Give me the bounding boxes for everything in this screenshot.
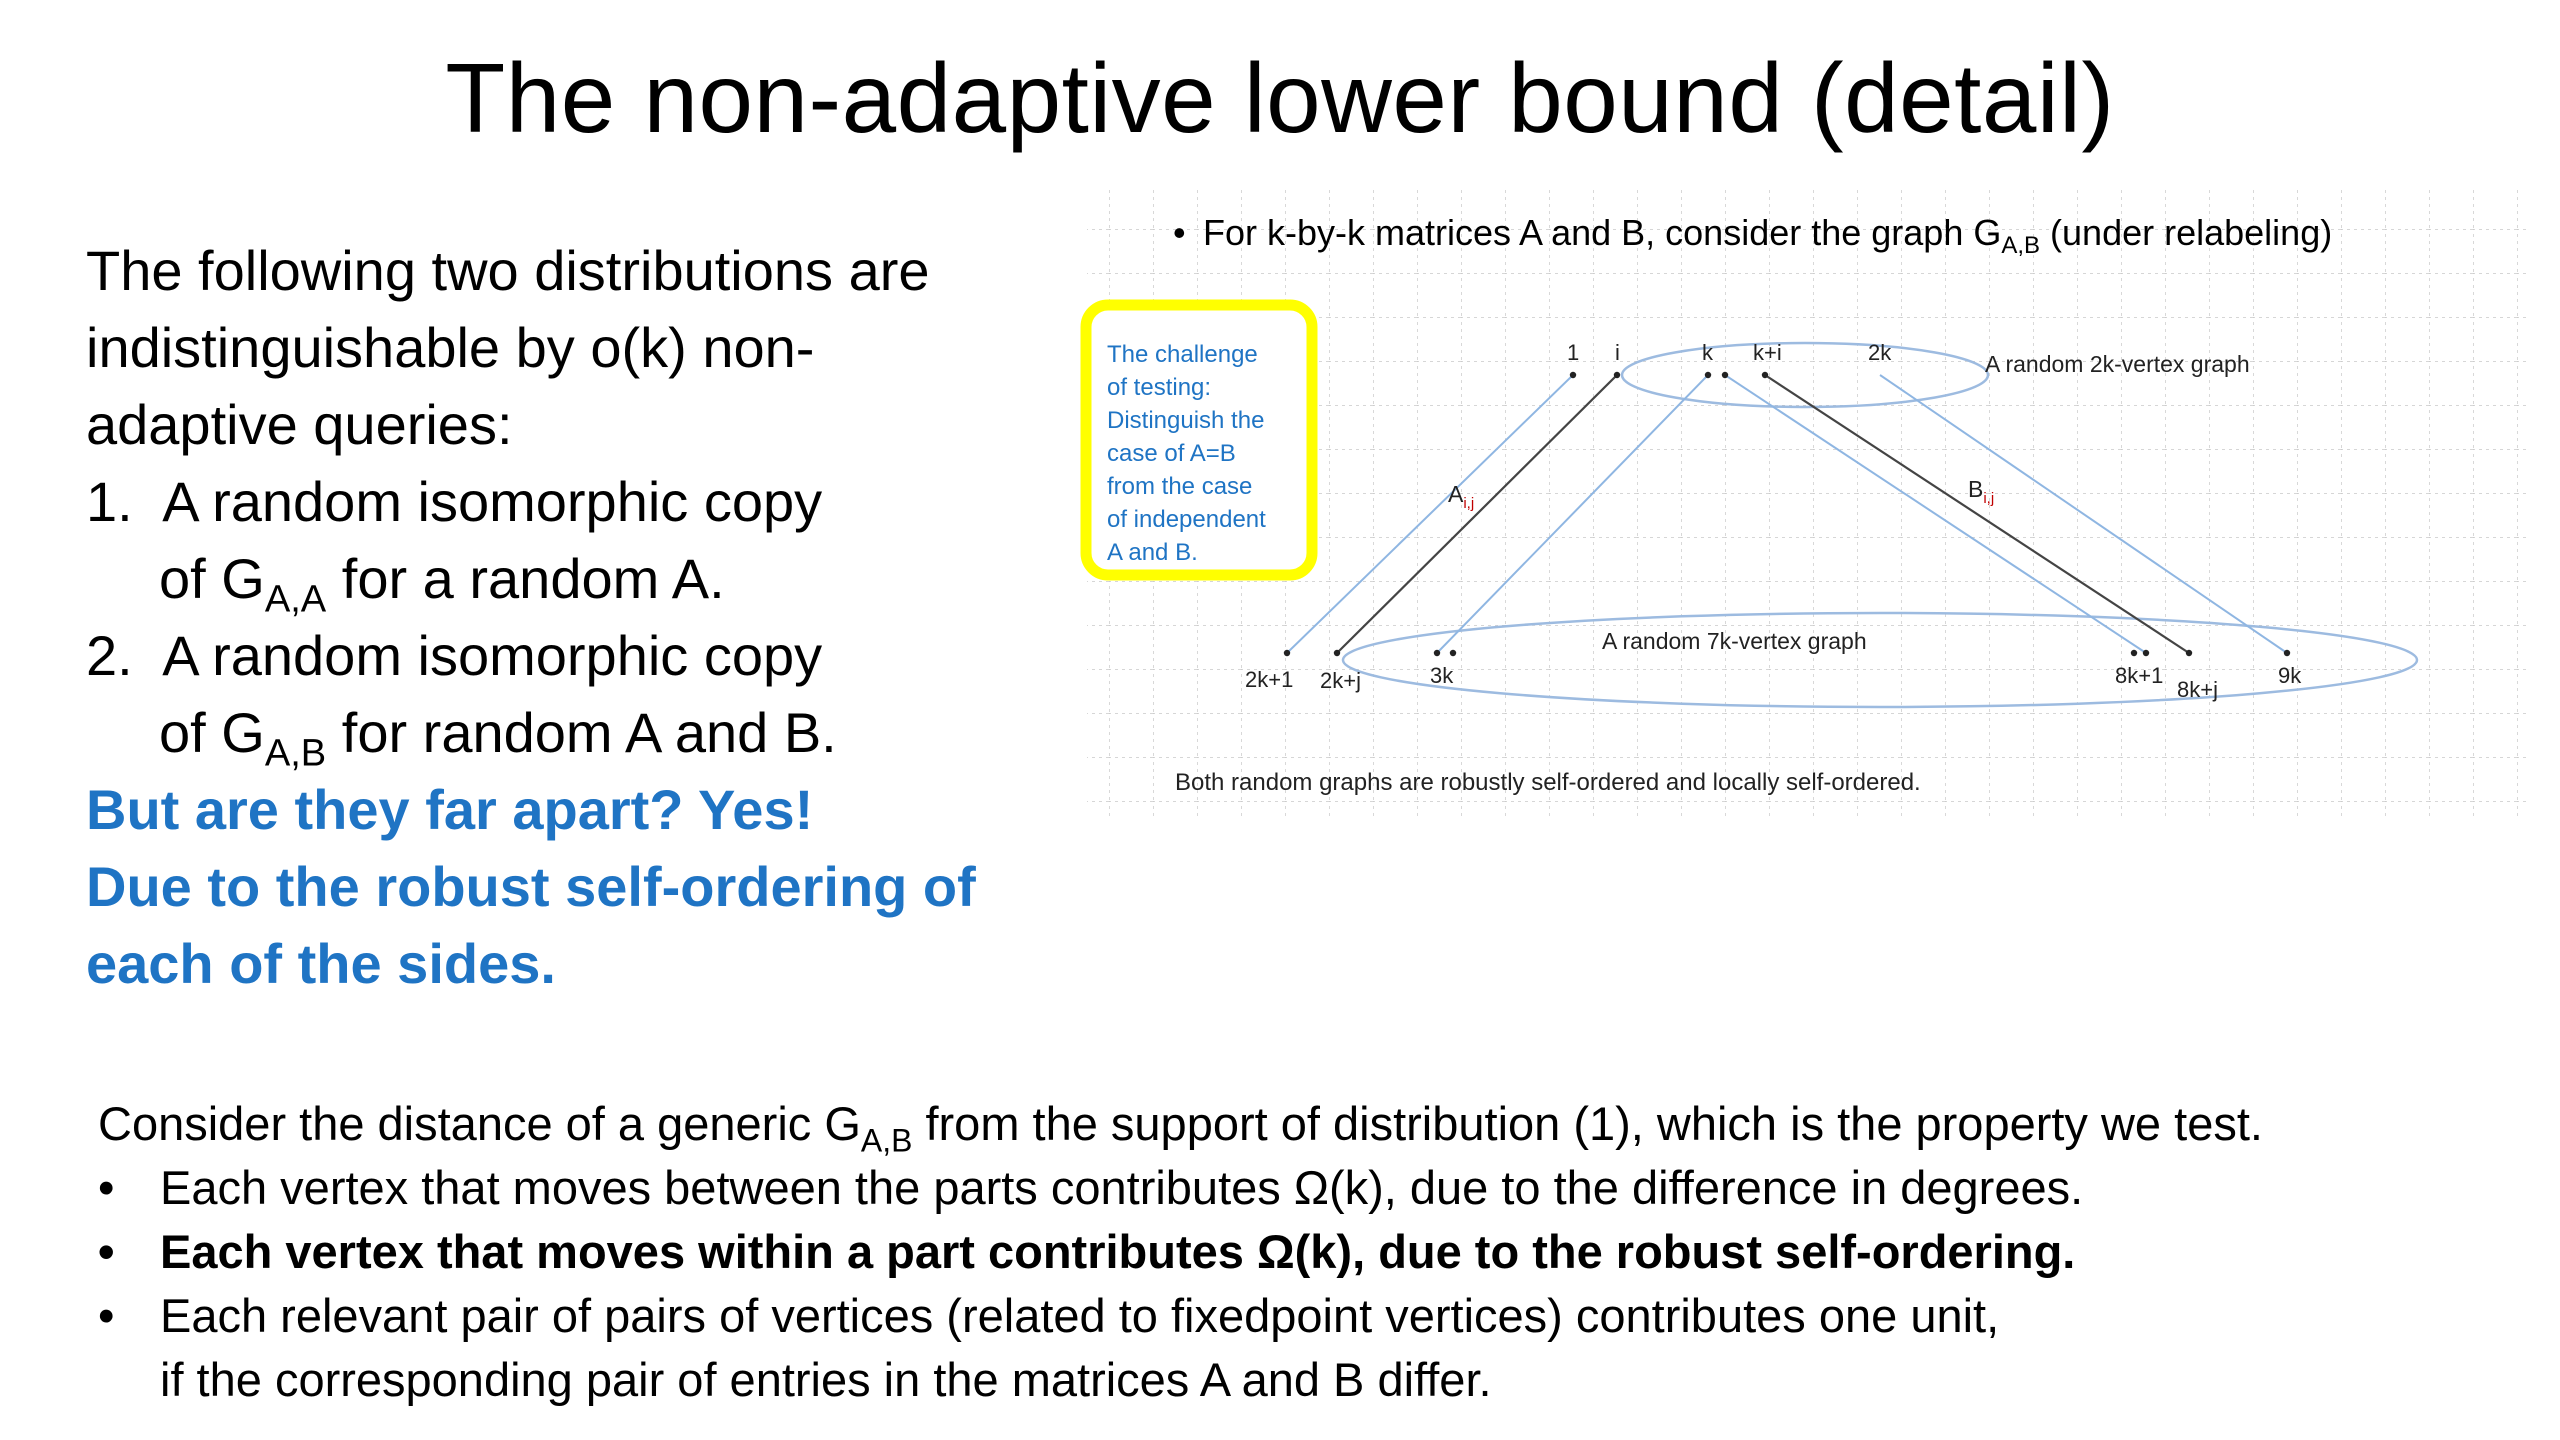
edge-a-subscript: i,j bbox=[1463, 495, 1475, 512]
list-item-2-of: of G bbox=[159, 701, 265, 764]
bottom-label-9k: 9k bbox=[2278, 663, 2302, 688]
bullet-2-text: Each vertex that moves within a part contributes Ω(k), due to the robust self-ordering. bbox=[160, 1225, 2076, 1278]
bottom-dot-2kj bbox=[1334, 650, 1340, 656]
diagram-footer: Both random graphs are robustly self-ordered and locally self-ordered. bbox=[1175, 769, 1921, 796]
list-item-2-number: 2. bbox=[86, 624, 133, 687]
top-label-2k: 2k bbox=[1868, 340, 1892, 365]
bottom-dot-9k bbox=[2284, 650, 2290, 656]
bullet-3-text-line-1: Each relevant pair of pairs of vertices (related to fixedpoint vertices) contributes one unit, bbox=[160, 1289, 2000, 1342]
list-item-1-subscript: A,A bbox=[264, 578, 327, 621]
list-item-1-of: of G bbox=[159, 547, 265, 610]
top-dot-k bbox=[1705, 372, 1711, 378]
header-subscript: A,B bbox=[2001, 232, 2041, 259]
bottom-bullet-3-cont bbox=[98, 1348, 2518, 1412]
left-text-block bbox=[86, 232, 1046, 1002]
header-text-main: For k-by-k matrices A and B, consider the graph G bbox=[1203, 212, 2002, 253]
list-item-2-cont bbox=[86, 694, 1046, 775]
list-item-2-text: A random isomorphic copy bbox=[162, 624, 823, 687]
bottom-intro-subscript: A,B bbox=[860, 1122, 913, 1159]
bottom-label-8kj: 8k+j bbox=[2177, 677, 2218, 702]
bottom-bullet-3 bbox=[98, 1284, 2518, 1348]
list-item-2 bbox=[86, 617, 1046, 694]
bottom-dot-2k1 bbox=[1284, 650, 1290, 656]
challenge-line-7: A and B. bbox=[1107, 539, 1198, 566]
bottom-label-8k1: 8k+1 bbox=[2115, 663, 2164, 688]
intro-line-3: adaptive queries: bbox=[86, 393, 513, 456]
bullet-1-dot: • bbox=[98, 1161, 115, 1214]
challenge-line-1: The challenge bbox=[1107, 341, 1258, 368]
top-label-i: i bbox=[1615, 340, 1620, 365]
list-item-1-text: A random isomorphic copy bbox=[162, 470, 823, 533]
list-item-1-number: 1. bbox=[86, 470, 133, 533]
bottom-label-2k1: 2k+1 bbox=[1245, 667, 1294, 692]
bullet-3-dot: • bbox=[98, 1289, 115, 1342]
answer-line-3: each of the sides. bbox=[86, 932, 556, 995]
top-dot-k1 bbox=[1722, 372, 1728, 378]
challenge-line-3: Distinguish the bbox=[1107, 407, 1265, 434]
challenge-line-2: of testing: bbox=[1107, 374, 1212, 401]
top-dot-i bbox=[1614, 372, 1620, 378]
challenge-line-6: of independent bbox=[1107, 506, 1266, 533]
bottom-text-block bbox=[98, 1092, 2518, 1412]
answer-line-2: Due to the robust self-ordering of bbox=[86, 855, 976, 918]
bottom-dot-3k-a bbox=[1434, 650, 1440, 656]
bottom-bullet-2 bbox=[98, 1220, 2518, 1284]
graph-diagram bbox=[1065, 185, 2530, 825]
answer-line-1: But are they far apart? Yes! bbox=[86, 778, 814, 841]
bottom-label-3k: 3k bbox=[1430, 663, 1454, 688]
edge-b-letter: B bbox=[1968, 476, 1984, 502]
bottom-intro bbox=[98, 1092, 2518, 1159]
bottom-dot-8k1-a bbox=[2131, 650, 2137, 656]
bullet-1-text: Each vertex that moves between the parts contributes Ω(k), due to the difference in degrees. bbox=[160, 1161, 2084, 1214]
bottom-ellipse-caption: A random 7k-vertex graph bbox=[1602, 628, 1867, 654]
top-dot-1 bbox=[1570, 372, 1576, 378]
header-text-rest: (under relabeling) bbox=[2040, 212, 2333, 253]
list-item-2-rest: for random A and B. bbox=[326, 701, 837, 764]
challenge-line-4: case of A=B bbox=[1107, 440, 1236, 467]
top-label-k: k bbox=[1702, 340, 1713, 365]
bottom-dot-8kj bbox=[2186, 650, 2192, 656]
top-dot-ki bbox=[1762, 372, 1768, 378]
bottom-label-2kj: 2k+j bbox=[1320, 668, 1361, 693]
list-item-1 bbox=[86, 463, 1046, 540]
list-item-1-cont bbox=[86, 540, 1046, 621]
bottom-intro-post: from the support of distribution (1), which is the property we test. bbox=[912, 1097, 2263, 1150]
bullet-3-text-line-2: if the corresponding pair of entries in the matrices A and B differ. bbox=[160, 1353, 1492, 1406]
slide-title: The non-adaptive lower bound (detail) bbox=[445, 43, 2115, 153]
list-item-2-subscript: A,B bbox=[264, 732, 327, 775]
challenge-line-5: from the case bbox=[1107, 473, 1253, 500]
intro-line-2: indistinguishable by o(k) non- bbox=[86, 316, 815, 379]
top-label-1: 1 bbox=[1567, 340, 1580, 365]
edge-a-letter: A bbox=[1448, 481, 1464, 507]
intro-line-1: The following two distributions are bbox=[86, 239, 930, 302]
bottom-intro-pre: Consider the distance of a generic G bbox=[98, 1097, 861, 1150]
edge-b-subscript: i,j bbox=[1983, 490, 1995, 507]
header-text bbox=[1203, 212, 2332, 259]
bottom-dot-8k1-b bbox=[2143, 650, 2149, 656]
list-item-1-rest: for a random A. bbox=[326, 547, 725, 610]
top-label-ki: k+i bbox=[1753, 340, 1782, 365]
top-ellipse-caption: A random 2k-vertex graph bbox=[1985, 351, 2250, 377]
header-bullet: • bbox=[1173, 212, 1186, 253]
bullet-2-dot: • bbox=[98, 1225, 115, 1278]
bottom-bullet-1 bbox=[98, 1156, 2518, 1220]
bottom-dot-3k-b bbox=[1450, 650, 1456, 656]
